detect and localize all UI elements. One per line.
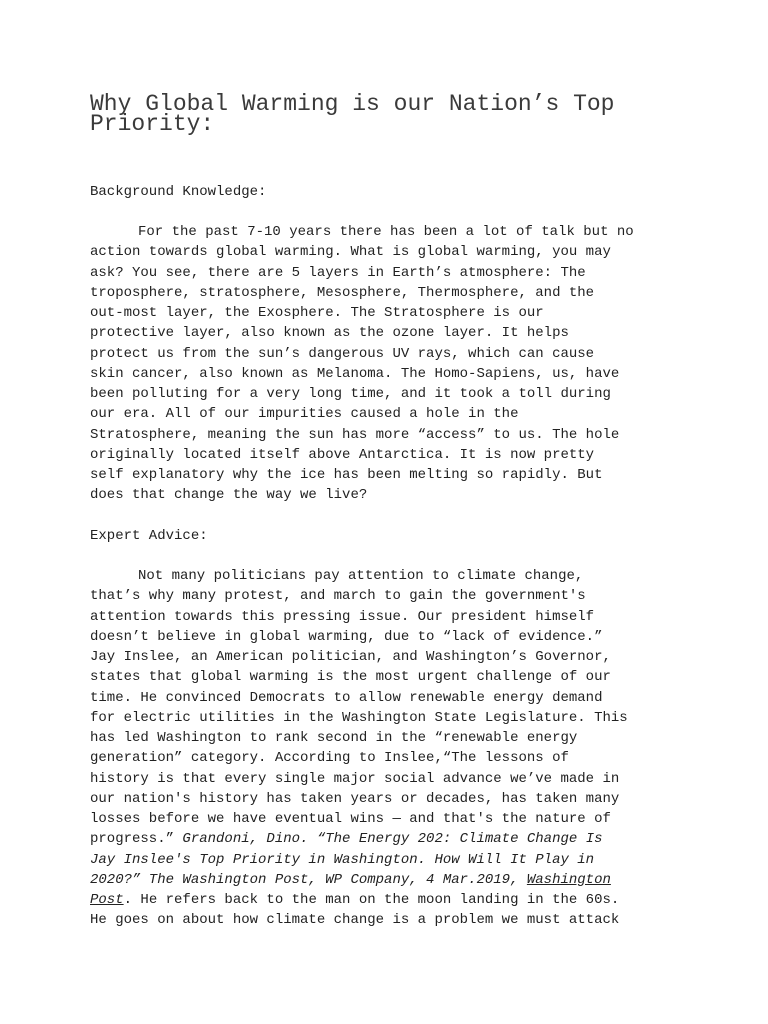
paragraph-line: [90, 850, 690, 870]
paragraph-line: He goes on about how climate change is a problem we must attack: [90, 912, 620, 929]
paragraph-line: doesn’t believe in global warming, due to “lack of evidence.”: [90, 628, 603, 645]
paragraph-line: action towards global warming. What is global warming, you may: [90, 244, 611, 261]
citation-lead-text: progress.”: [90, 831, 183, 848]
paragraph-line: troposphere, stratosphere, Mesosphere, Thermosphere, and the: [90, 284, 595, 301]
document-title: [90, 88, 730, 138]
citation-text: Jay Inslee's Top Priority in Washington. How Will It Play in: [90, 851, 595, 868]
paragraph-line: Jay Inslee, an American politician, and Washington’s Governor,: [90, 649, 611, 665]
paragraph-line: been polluting for a very long time, and it took a toll during: [90, 386, 611, 402]
paragraph-line: states that global warming is the most urgent challenge of our: [90, 669, 611, 686]
paragraph-line: skin cancer, also known as Melanoma. The Homo-Sapiens, us, have: [90, 365, 620, 382]
paragraph-line: generation” category. According to Inslee,“The lessons of: [90, 750, 569, 767]
paragraph-line: protect us from the sun’s dangerous UV rays, which can cause: [90, 345, 595, 362]
expert-paragraph: [90, 566, 690, 931]
title-line: Why Global Warming is our Nation’s Top: [90, 91, 615, 117]
citation-text: Grandoni, Dino. “The Energy 202: Climate Change Is: [182, 831, 603, 848]
paragraph-line: [90, 870, 690, 890]
paragraph-line: for electric utilities in the Washington State Legislature. This: [90, 709, 628, 726]
paragraph-line: protective layer, also known as the ozone layer. It helps: [90, 325, 569, 342]
paragraph-line: Not many politicians pay attention to climate change,: [138, 568, 584, 584]
paragraph-line: attention towards this pressing issue. Our president himself: [90, 608, 595, 625]
paragraph-line: [90, 829, 690, 849]
paragraph-line: has led Washington to rank second in the “renewable energy: [90, 730, 578, 746]
background-paragraph: [90, 222, 690, 506]
paragraph-line: time. He convinced Democrats to allow renewable energy demand: [90, 689, 603, 706]
paragraph-line: self explanatory why the ice has been melting so rapidly. But: [90, 467, 603, 483]
expert-heading: Expert Advice:: [90, 528, 208, 544]
title-line: Priority:: [90, 111, 215, 138]
paragraph-line: originally located itself above Antarctica. It is now pretty: [90, 446, 595, 463]
paragraph-line: that’s why many protest, and march to gain the government's: [90, 588, 586, 605]
background-heading: Background Knowledge:: [90, 184, 267, 200]
paragraph-line: losses before we have eventual wins — and that's the nature of: [90, 811, 611, 827]
citation-link-post[interactable]: Post: [90, 892, 124, 908]
paragraph-line: Stratosphere, meaning the sun has more “access” to us. The hole: [90, 426, 620, 443]
paragraph-line: For the past 7-10 years there has been a lot of talk but no: [138, 224, 634, 240]
paragraph-line: our era. All of our impurities caused a hole in the: [90, 406, 519, 423]
paragraph-line: does that change the way we live?: [90, 487, 368, 504]
citation-link-washington[interactable]: Washington: [526, 871, 611, 888]
paragraph-line: our nation's history has taken years or decades, has taken many: [90, 790, 620, 807]
paragraph-line: out-most layer, the Exosphere. The Stratosphere is our: [90, 305, 544, 321]
paragraph-line: [90, 890, 690, 910]
paragraph-line: ask? You see, there are 5 layers in Earth’s atmosphere: The: [90, 264, 586, 281]
citation-text: 2020?” The Washington Post, WP Company, 4 Mar.2019,: [90, 871, 527, 888]
paragraph-text: . He refers back to the man on the moon landing in the 60s.: [123, 892, 620, 908]
paragraph-line: history is that every single major social advance we’ve made in: [90, 770, 620, 787]
